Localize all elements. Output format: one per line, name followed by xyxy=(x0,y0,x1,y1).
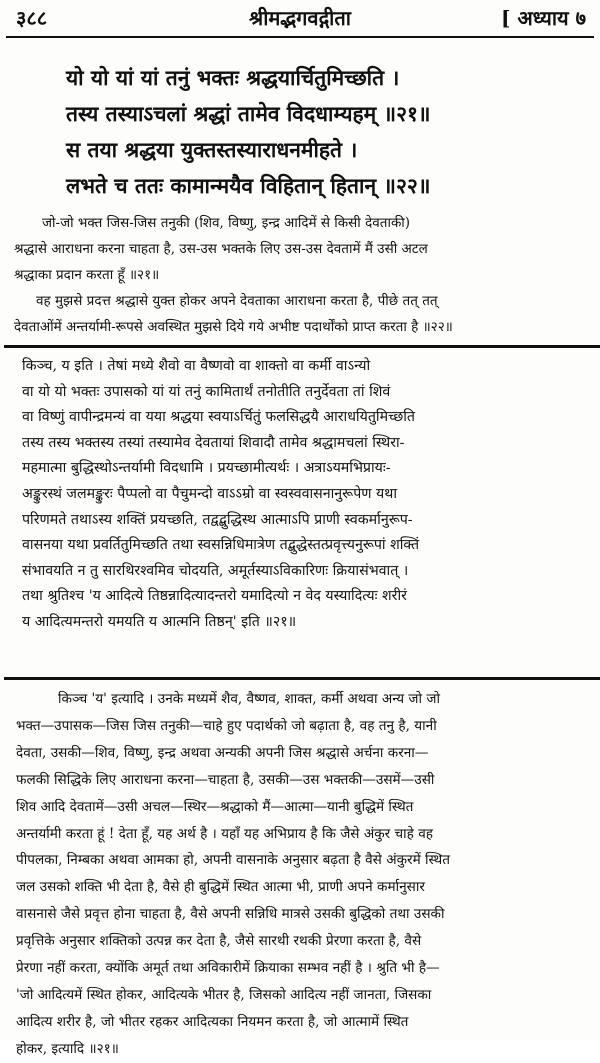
commentary-line: वा विष्णुं वापीन्द्रमन्यं वा यया श्रद्धया स्वयाऽर्चितुं फलसिद्धयै आराधयितुमिच्छति xyxy=(22,409,415,426)
commentary-line: संभावयति न तु सारथिरश्वमिव चोदयति, अमूर्तस्याऽविकारिणः क्रियासंभवात् । xyxy=(22,562,409,579)
commentary-line: परिणमते तथाऽस्य शक्तिं प्रयच्छति, तद्वद्बुद्धिस्थ आत्माऽपि प्राणी स्वकर्मानुरूप- xyxy=(22,511,413,528)
running-title: श्रीमद्भगवद्गीता xyxy=(249,6,351,30)
sanskrit-commentary xyxy=(22,354,590,636)
verse-translation xyxy=(14,210,588,340)
commentary-line: जल उसको शक्ति भी देता है, वैसे ही बुद्धिमें स्थित आत्मा भी, प्राणी अपने कर्मानुसार xyxy=(16,879,425,896)
commentary-line: किञ्च 'य' इत्यादि । उनके मध्यमें शैव, वैष्णव, शाक्त, कर्मी अथवा अन्य जो जो xyxy=(58,691,440,707)
translation-line: वह मुझसे प्रदत्त श्रद्धासे युक्त होकर अपने देवताका आराधना करता है, पीछे तत् तत् xyxy=(36,293,438,309)
section-divider xyxy=(4,677,600,680)
commentary-line: 'जो आदित्यमें स्थित होकर, आदित्यके भीतर है, जिसको आदित्य नहीं जानता, जिसका xyxy=(16,986,432,1003)
commentary-line: अन्तर्यामी करता हूं ! देता हूँ, यह अर्थ है । यहाँ यह अभिप्राय है कि जैसे अंकुर चाहे वह xyxy=(16,825,433,842)
translation-line: देवताओंमें अन्तर्यामी-रूपसे अवस्थित मुझसे दिये गये अभीष्ट पदार्थोंको प्राप्त करता है ॥२२॥ xyxy=(14,319,453,335)
commentary-line: तस्य तस्य भक्तस्य तस्यां तस्यामेव देवतायां शिवादौ तामेव श्रद्धामचलां स्थिरा- xyxy=(22,434,405,451)
page-header xyxy=(0,0,600,44)
commentary-line: किञ्च, य इति । तेषां मध्ये शैवो वा वैष्णवो वा शाक्तो वा कर्मी वाऽन्यो xyxy=(22,358,371,374)
commentary-line: य आदित्यमन्तरो यमयति य आत्मनि तिष्ठन्' इति ॥२१॥ xyxy=(22,613,297,630)
verse-line: स तया श्रद्धया युक्तस्तस्याराधनमीहते । xyxy=(66,137,358,162)
translation-line: श्रद्धाका प्रदान करता हूँ ॥२१॥ xyxy=(14,267,160,283)
commentary-line: फलकी सिद्धिके लिए आराधना करना—चाहता है, उसकी—उस भक्तकी—उसमें—उसी xyxy=(16,771,435,788)
commentary-line: वासनासे जैसे प्रवृत्त होना चाहता है, वैसे अपनी सन्निधि मात्रसे उसकी बुद्धिको तथा उसकी xyxy=(16,906,445,923)
commentary-line: प्रवृत्तिके अनुसार शक्तिको उत्पन्न कर देता है, जैसे सारथी रथकी प्रेरणा करता है, वैसे xyxy=(16,933,422,950)
commentary-line: भक्त—उपासक—जिस जिस तनुकी—चाहे हुए पदार्थको जो बढ़ाता है, वह तनु है, यानी xyxy=(16,717,437,734)
commentary-line: वा यो यो भक्तः उपासको यां यां तनुं कामितार्थं तनोतीति तनुर्देवता तां शिवं xyxy=(22,383,391,400)
chapter-label: [ अध्याय ७ xyxy=(501,6,586,30)
commentary-line: होकर, इत्यादि ॥२१॥ xyxy=(16,1040,119,1057)
commentary-line: अङ्कुरस्थं जलमङ्कुरः पैप्पलो वा पैचुमन्दो वाऽऽम्रो वा स्वस्ववासनानुरूपेण यथा xyxy=(22,485,398,502)
section-divider xyxy=(4,345,600,348)
translation-line: जो-जो भक्त जिस-जिस तनुकी (शिव, विष्णु, इन्द्र आदिमें से किसी देवताकी) xyxy=(42,215,411,231)
hindi-commentary xyxy=(16,686,590,1063)
verse-line: तस्य तस्याऽचलां श्रद्धां तामेव विदधाम्यहम् ॥२१॥ xyxy=(66,101,431,126)
page-number: ३८८ xyxy=(16,6,48,30)
commentary-line: शिव आदि देवतामें—उसी अचल—स्थिर—श्रद्धाको मैं—आत्मा—यानी बुद्धिमें स्थित xyxy=(16,798,414,815)
commentary-line: आदित्य शरीर है, जो भीतर रहकर आदित्यका नियमन करता है, जो आत्मामें स्थित xyxy=(16,1013,409,1030)
commentary-line: तथा श्रुतिश्च 'य आदित्ये तिष्ठन्नादित्यादन्तरो यमादित्यो न वेद यस्यादित्यः शरीरं xyxy=(22,588,407,605)
commentary-line: वासनया यथा प्रवर्तितुमिच्छति तथा स्वसन्निधिमात्रेण तद्बुद्धेस्तत्प्रवृत्त्यनुरूपां शक्तिं xyxy=(22,537,420,554)
translation-line: श्रद्धासे आराधना करना चाहता है, उस-उस भक्तके लिए उस-उस देवतामें मैं उसी अटल xyxy=(14,241,428,257)
verse-block xyxy=(0,60,600,204)
commentary-line: पीपलका, निम्बका अथवा आमका हो, अपनी वासनाके अनुसार बढ़ता है वैसे अंकुरमें स्थित xyxy=(16,852,450,869)
commentary-line: महमात्मा बुद्धिस्थोऽन्तर्यामी विदधामि । प्रयच्छामीत्यर्थः । अत्राऽयमभिप्रायः- xyxy=(22,460,391,477)
commentary-line: देवता, उसकी—शिव, विष्णु, इन्द्र अथवा अन्यकी अपनी जिस श्रद्धासे अर्चना करना— xyxy=(16,744,429,761)
commentary-line: प्रेरणा नहीं करता, क्योंकि अमूर्त तथा अविकारीमें क्रियाका सम्भव नहीं है । श्रुति भी है— xyxy=(16,960,440,977)
header-rule xyxy=(6,36,594,38)
verse-line: लभते च ततः कामान्मयैव विहितान् हितान् ॥२२॥ xyxy=(66,173,431,198)
verse-line: यो यो यां यां तनुं भक्तः श्रद्धयार्चितुमिच्छति । xyxy=(66,65,400,90)
